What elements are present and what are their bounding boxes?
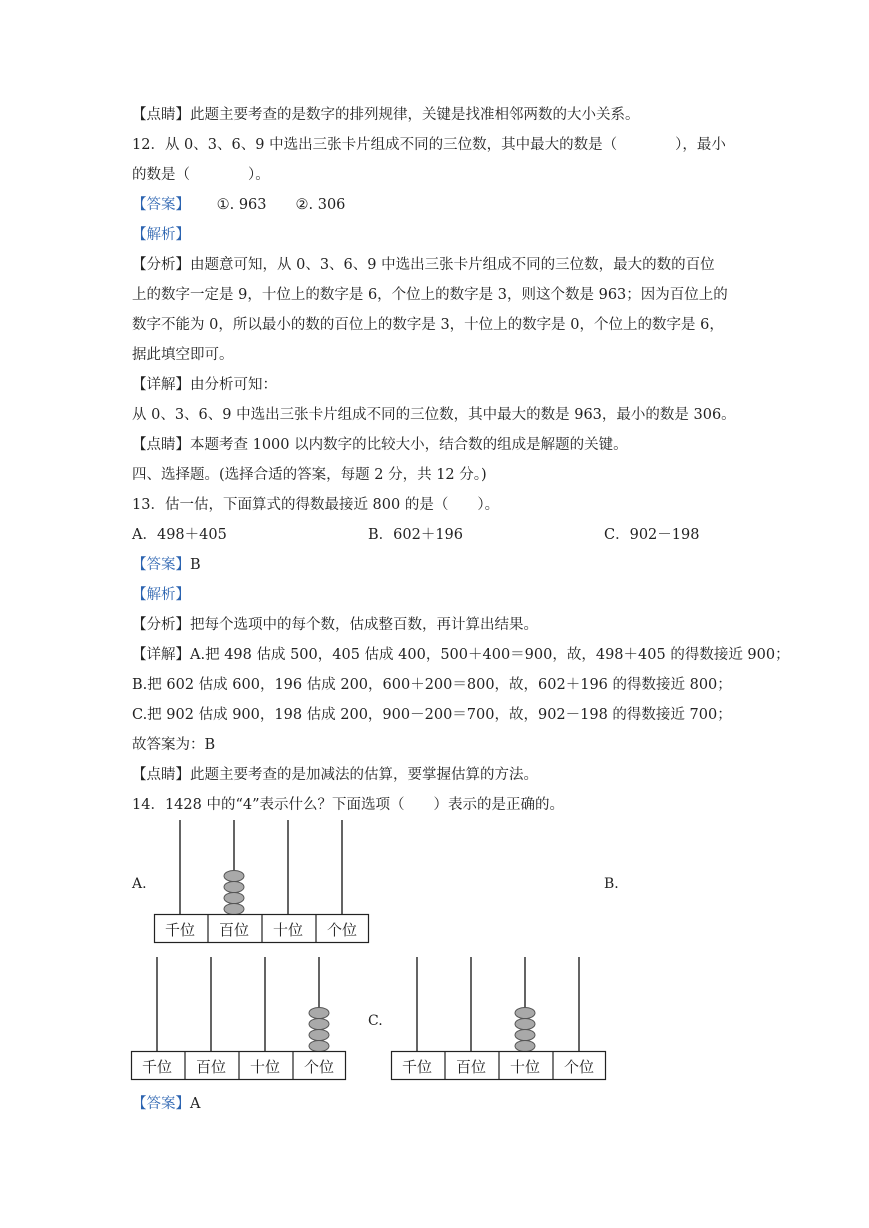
place-label-hundreds: 百位 [455, 1058, 487, 1076]
detail-line-3: C.把 902 估成 900，198 估成 200，900－200＝700，故，902－198 的得数接近 700； [132, 707, 732, 723]
place-label-thousands: 千位 [401, 1058, 433, 1076]
answer-tag: 【答案】 [132, 197, 190, 213]
bead [309, 1019, 329, 1030]
abacus-option-a [154, 820, 370, 944]
question-12-line-2: 的数是（ ）。 [132, 167, 270, 183]
analysis-line-4: 据此填空即可。 [132, 347, 234, 363]
place-label-hundreds: 百位 [218, 921, 250, 939]
abacus-a-svg [154, 820, 370, 944]
key-point-line: 【点睛】此题主要考查的是数字的排列规律，关键是找准相邻两数的大小关系。 [132, 107, 640, 123]
bead [224, 882, 244, 893]
analysis-line-1: 【分析】由题意可知，从 0、3、6、9 中选出三张卡片组成不同的三位数，最大的数的百位 [132, 257, 715, 273]
analysis-tag: 【解析】 [132, 227, 190, 243]
option-b: B．602＋196 [368, 527, 464, 543]
detail-line-2: B.把 602 估成 600，196 估成 200，600＋200＝800，故，602＋196 的得数接近 800； [132, 677, 732, 693]
bead [515, 1019, 535, 1030]
bead [224, 904, 244, 915]
abacus-c-svg [391, 957, 607, 1081]
place-label-thousands: 千位 [141, 1058, 173, 1076]
answer-text: A [190, 1096, 201, 1112]
bead [309, 1041, 329, 1052]
detail-line-1: 【详解】由分析可知： [132, 377, 277, 393]
place-label-hundreds: 百位 [195, 1058, 227, 1076]
option-c: C．902－198 [604, 527, 700, 543]
section-4-heading: 四、选择题。(选择合适的答案，每题 2 分，共 12 分。) [132, 467, 487, 483]
place-label-ones: 个位 [563, 1058, 595, 1076]
answer-tag: 【答案】 [132, 557, 190, 573]
abacus-option-c [391, 957, 607, 1081]
analysis-tag: 【解析】 [132, 587, 190, 603]
abacus-option-b [131, 957, 347, 1081]
place-label-ones: 个位 [326, 921, 358, 939]
question-13: 13．估一估，下面算式的得数最接近 800 的是（ ）。 [132, 497, 500, 513]
key-point-line-3: 【点睛】此题主要考查的是加减法的估算，要掌握估算的方法。 [132, 767, 538, 783]
bead [515, 1041, 535, 1052]
question-13-answer [132, 555, 201, 575]
analysis-line-2: 上的数字一定是 9，十位上的数字是 6，个位上的数字是 3，则这个数是 963；因为百位上的 [132, 287, 728, 303]
question-14: 14．1428 中的“4”表示什么？下面选项（ ）表示的是正确的。 [132, 797, 565, 813]
bead [515, 1008, 535, 1019]
option-a: A．498＋405 [132, 527, 227, 543]
question-12-line-1: 12．从 0、3、6、9 中选出三张卡片组成不同的三位数，其中最大的数是（ ），最小 [132, 137, 726, 153]
question-14-answer [132, 1094, 200, 1114]
option-b-label: B. [604, 876, 619, 892]
bead [224, 893, 244, 904]
bead [224, 871, 244, 882]
bead [515, 1030, 535, 1041]
bead [309, 1008, 329, 1019]
analysis-line: 【分析】把每个选项中的每个数，估成整百数，再计算出结果。 [132, 617, 538, 633]
place-label-tens: 十位 [272, 921, 304, 939]
answer-text: ①. 963 ②. 306 [216, 197, 346, 213]
place-label-thousands: 千位 [164, 921, 196, 939]
analysis-line-3: 数字不能为 0，所以最小的数的百位上的数字是 3，十位上的数字是 0，个位上的数字是 6， [132, 317, 724, 333]
place-label-tens: 十位 [509, 1058, 541, 1076]
abacus-b-svg [131, 957, 347, 1081]
key-point-line-2: 【点睛】本题考查 1000 以内数字的比较大小，结合数的组成是解题的关键。 [132, 437, 628, 453]
detail-line-2: 从 0、3、6、9 中选出三张卡片组成不同的三位数，其中最大的数是 963，最小的数是 306。 [132, 407, 736, 423]
place-label-ones: 个位 [303, 1058, 335, 1076]
question-12-answer [132, 195, 345, 215]
place-label-tens: 十位 [249, 1058, 281, 1076]
bead [309, 1030, 329, 1041]
detail-line-1: 【详解】A.把 498 估成 500，405 估成 400，500＋400＝900，故，498＋405 的得数接近 900； [132, 647, 790, 663]
answer-tag: 【答案】 [132, 1096, 190, 1112]
detail-line-4: 故答案为：B [132, 737, 216, 753]
option-c-label: C. [368, 1013, 383, 1029]
option-a-label: A. [132, 876, 147, 892]
answer-text: B [190, 557, 201, 573]
